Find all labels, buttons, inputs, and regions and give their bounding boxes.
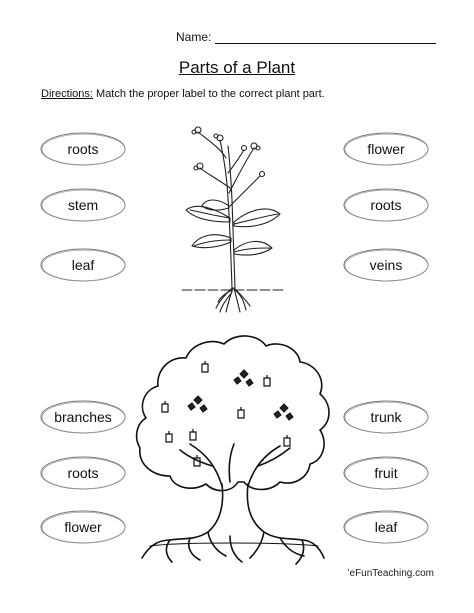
label-text: stem: [67, 197, 99, 213]
name-field[interactable]: [176, 26, 436, 44]
label-oval-tree-left-1[interactable]: [40, 400, 126, 434]
label-oval-plant-right-1[interactable]: [343, 132, 429, 166]
label-text: trunk: [370, 409, 402, 425]
label-oval-plant-right-3[interactable]: [343, 248, 429, 282]
label-oval-plant-left-2[interactable]: [40, 188, 126, 222]
tree-illustration[interactable]: [130, 326, 336, 566]
label-text: veins: [369, 257, 403, 273]
plant-illustration[interactable]: [176, 118, 292, 314]
label-oval-tree-right-3[interactable]: [343, 510, 429, 544]
label-text: leaf: [71, 257, 95, 273]
label-text: roots: [370, 197, 402, 213]
label-text: flower: [64, 519, 102, 535]
directions: [41, 88, 325, 100]
page-title-text: Parts of a Plant: [178, 58, 296, 77]
directions-text: Match the proper label to the correct plant part.: [92, 88, 325, 100]
label-oval-tree-right-2[interactable]: [343, 456, 429, 490]
label-text: roots: [67, 465, 99, 481]
name-blank-line[interactable]: [215, 31, 436, 44]
label-text: roots: [67, 141, 99, 157]
site-credit: ’eFunTeaching.com: [347, 568, 434, 579]
label-text: fruit: [374, 465, 398, 481]
label-text: flower: [367, 141, 405, 157]
name-label: Name:: [176, 30, 212, 44]
label-oval-tree-left-3[interactable]: [40, 510, 126, 544]
page-title: [0, 58, 474, 78]
label-oval-tree-left-2[interactable]: [40, 456, 126, 490]
label-oval-tree-right-1[interactable]: [343, 400, 429, 434]
label-oval-plant-left-3[interactable]: [40, 248, 126, 282]
directions-label: Directions:: [41, 88, 93, 100]
label-oval-plant-right-2[interactable]: [343, 188, 429, 222]
label-text: leaf: [374, 519, 398, 535]
label-oval-plant-left-1[interactable]: [40, 132, 126, 166]
label-text: branches: [54, 409, 112, 425]
